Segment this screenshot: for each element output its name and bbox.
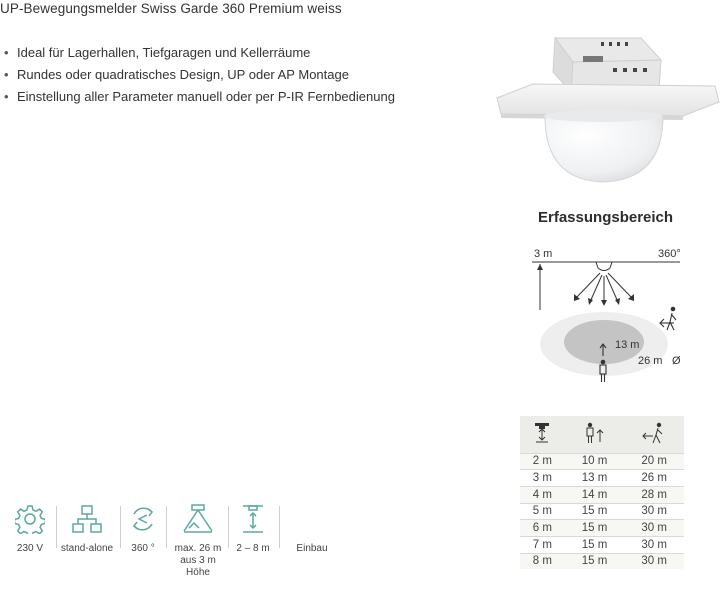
table-cell: 30 m: [624, 520, 684, 537]
range-table: [520, 416, 684, 569]
person-tangential-icon: [642, 422, 666, 444]
feature-label: max. 26 m aus 3 m Höhe: [174, 543, 222, 578]
table-cell: 30 m: [624, 503, 684, 520]
rotation-icon: [128, 504, 158, 534]
diameter-symbol: Ø: [672, 355, 681, 367]
table-row: [520, 486, 684, 503]
feature-icon-row: [0, 504, 360, 589]
table-row: [520, 536, 684, 553]
feature-range: [172, 504, 224, 579]
height-range-icon: [240, 504, 266, 534]
feature-mounting: [292, 504, 332, 555]
bullet-item: [4, 64, 395, 86]
table-cell: 4 m: [520, 486, 565, 503]
table-header-cell: [565, 416, 625, 453]
person-approaching-icon: [584, 422, 606, 444]
divider: [56, 506, 57, 548]
feature-label: stand-alone: [60, 543, 114, 554]
bullet-text: Ideal für Lagerhallen, Tiefgaragen und Kellerräume: [17, 45, 311, 60]
divider: [279, 506, 280, 548]
person-tangential-icon: [660, 307, 676, 330]
table-row: [520, 553, 684, 569]
bullet-dot-icon: •: [4, 67, 9, 82]
bullet-text: Einstellung aller Parameter manuell oder per P-IR Fernbedienung: [17, 89, 395, 104]
table-cell: 30 m: [624, 536, 684, 553]
angle-label: 360°: [658, 248, 681, 260]
mounting-height-label: 3 m: [534, 248, 553, 260]
table-cell: 5 m: [520, 503, 565, 520]
table-row: [520, 520, 684, 537]
table-header-cell: [624, 416, 684, 453]
table-cell: 30 m: [624, 553, 684, 569]
table-cell: 15 m: [565, 520, 625, 537]
detection-cone-icon: [181, 504, 215, 534]
divider: [228, 506, 229, 548]
outer-range-label: 26 m: [638, 355, 663, 367]
table-cell: 7 m: [520, 536, 565, 553]
table-cell: 14 m: [565, 486, 625, 503]
product-image: [493, 20, 720, 190]
table-header-cell: [520, 416, 565, 453]
feature-bullet-list: [4, 42, 395, 108]
inner-range-label: 13 m: [615, 339, 640, 351]
divider: [166, 506, 167, 548]
table-cell: 15 m: [565, 503, 625, 520]
table-cell: 15 m: [565, 536, 625, 553]
table-cell: 3 m: [520, 470, 565, 487]
table-cell: 6 m: [520, 520, 565, 537]
table-cell: 26 m: [624, 470, 684, 487]
feature-label: 230 V: [16, 543, 44, 554]
feature-label: 360 °: [131, 543, 155, 554]
table-cell: 28 m: [624, 486, 684, 503]
table-header-row: [520, 416, 684, 453]
network-icon: [71, 504, 103, 534]
feature-360: [126, 504, 160, 555]
feature-label: 2 – 8 m: [236, 543, 270, 554]
table-cell: 2 m: [520, 453, 565, 470]
bullet-dot-icon: •: [4, 89, 9, 104]
table-cell: 8 m: [520, 553, 565, 569]
table-cell: 13 m: [565, 470, 625, 487]
table-cell: 10 m: [565, 453, 625, 470]
bullet-item: [4, 86, 395, 108]
feature-height: [234, 504, 272, 555]
feature-label: Einbau: [296, 543, 328, 554]
table-cell: 20 m: [624, 453, 684, 470]
bullet-text: Rundes oder quadratisches Design, UP oder AP Montage: [17, 67, 349, 82]
gear-icon: [15, 504, 45, 534]
table-row: [520, 470, 684, 487]
table-row: [520, 503, 684, 520]
bullet-dot-icon: •: [4, 45, 9, 60]
detection-area-title: Erfassungsbereich: [538, 209, 674, 226]
table-cell: 15 m: [565, 553, 625, 569]
product-title: UP-Bewegungsmelder Swiss Garde 360 Premium weiss: [0, 1, 342, 16]
detection-area-diagram: [528, 240, 708, 390]
table-row: [520, 453, 684, 470]
feature-standalone: [60, 504, 114, 555]
bullet-item: [4, 42, 395, 64]
feature-voltage: [12, 504, 48, 555]
mounting-height-icon: [534, 422, 550, 444]
divider: [120, 506, 121, 548]
